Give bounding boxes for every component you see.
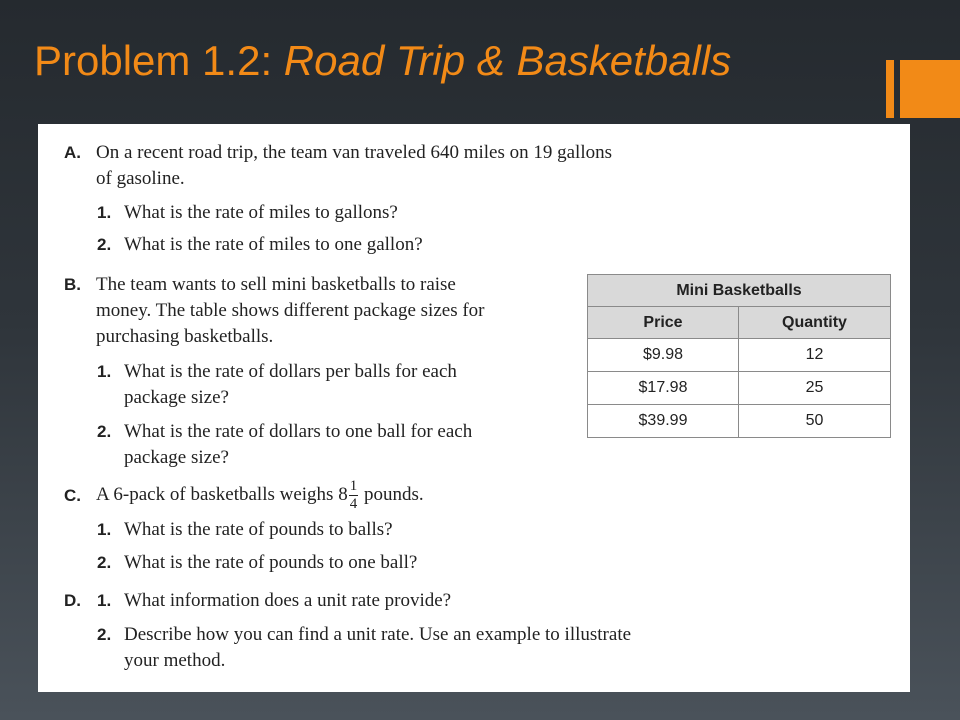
part-d-q1-number: 1. [97, 591, 112, 610]
part-a-q2: What is the rate of miles to one gallon? [124, 234, 423, 255]
part-a-q1-number: 1. [97, 203, 112, 222]
part-b-line1: The team wants to sell mini basketballs to raise [96, 274, 456, 295]
part-c-q1: What is the rate of pounds to balls? [124, 519, 393, 540]
price-cell: $9.98 [588, 339, 739, 372]
part-a-line1: On a recent road trip, the team van traveled 640 miles on 19 gallons [96, 142, 613, 163]
table-row [588, 372, 891, 405]
quantity-cell: 25 [739, 372, 891, 405]
quantity-cell: 50 [739, 405, 891, 438]
problem-panel [38, 124, 910, 692]
part-b-q1-line1: What is the rate of dollars per balls for each [124, 361, 457, 382]
price-cell: $17.98 [588, 372, 739, 405]
part-c-q1-number: 1. [97, 520, 112, 539]
header-quantity: Quantity [739, 307, 891, 339]
part-b-line3: purchasing basketballs. [96, 326, 274, 347]
part-a-line2: of gasoline. [96, 168, 185, 189]
accent-bar-block [900, 60, 960, 118]
part-c-q2: What is the rate of pounds to one ball? [124, 552, 418, 573]
part-c-q2-number: 2. [97, 553, 112, 572]
part-d-q2-line1: Describe how you can find a unit rate. Use an example to illustrate [124, 624, 632, 645]
part-c-statement [96, 476, 424, 514]
part-b-line2: money. The table shows different package sizes for [96, 300, 485, 321]
part-b-q2-number: 2. [97, 422, 112, 441]
part-b-label: B. [64, 275, 81, 294]
title-italic: Road Trip & Basketballs [283, 37, 732, 84]
part-d-q1: What information does a unit rate provide? [124, 590, 452, 611]
price-cell: $39.99 [588, 405, 739, 438]
fraction-numerator: 1 [349, 478, 358, 495]
part-c-label: C. [64, 486, 81, 505]
header-price: Price [588, 307, 739, 339]
table-caption: Mini Basketballs [588, 275, 891, 307]
table-row [588, 405, 891, 438]
part-b-q1-number: 1. [97, 362, 112, 381]
part-a-label: A. [64, 143, 81, 162]
table-row [588, 339, 891, 372]
part-a-q1: What is the rate of miles to gallons? [124, 202, 398, 223]
part-d-q2-number: 2. [97, 625, 112, 644]
mini-basketballs-table [587, 274, 891, 438]
part-d-label: D. [64, 591, 81, 610]
fraction-denominator: 4 [349, 496, 358, 513]
part-d-q2-line2: your method. [124, 650, 226, 671]
fraction [349, 479, 359, 512]
part-b-q2-line2: package size? [124, 447, 229, 468]
title-prefix: Problem 1.2: [34, 37, 284, 84]
accent-bar-thin [886, 60, 894, 118]
part-b-q1-line2: package size? [124, 387, 229, 408]
quantity-cell: 12 [739, 339, 891, 372]
part-a-q2-number: 2. [97, 235, 112, 254]
slide-title [34, 37, 732, 84]
part-c-text-before: A 6-pack of basketballs weighs 8 [96, 484, 348, 505]
part-b-q2-line1: What is the rate of dollars to one ball for each [124, 421, 473, 442]
part-c-text-after: pounds. [363, 484, 424, 505]
